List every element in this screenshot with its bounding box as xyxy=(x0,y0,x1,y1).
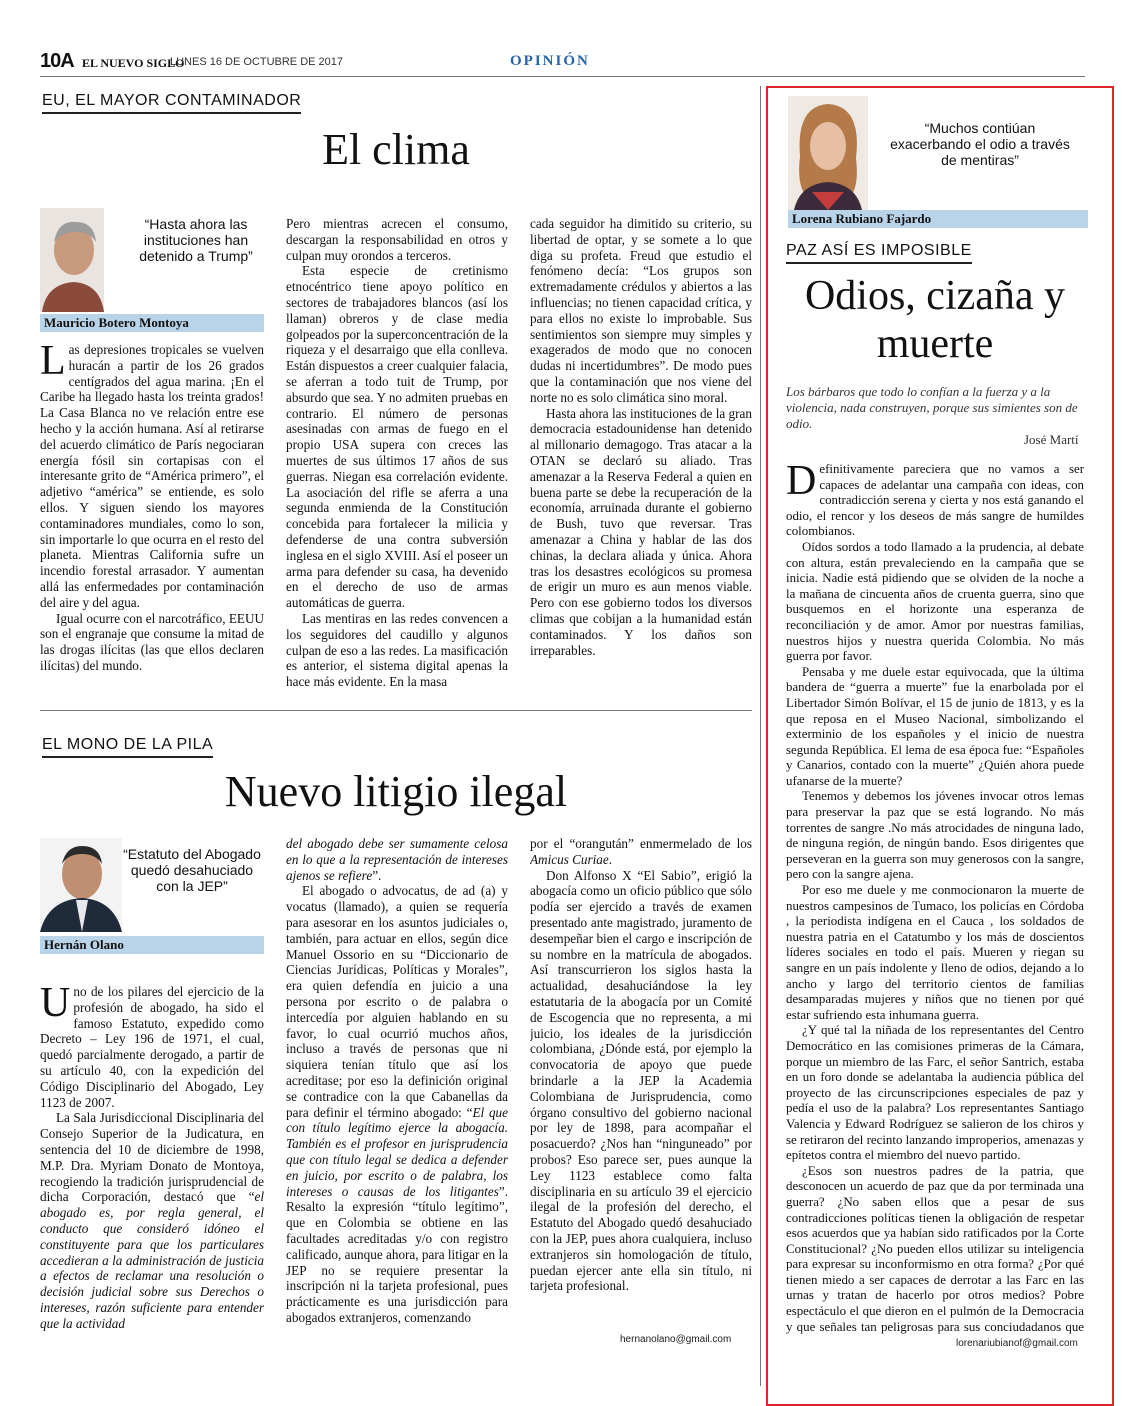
section-title: OPINIÓN xyxy=(510,53,590,69)
author-email-rubiano: lorenariubianof@gmail.com xyxy=(956,1338,1078,1349)
litigio-column-3: por el “orangután” enmermelado de los Amicus Curiae. Don Alfonso X “El Sabio”, erigió la abogacía como un oficio público que sólo podía ser ejercido a través de examen presentado ante magistrado, juramento de desempeñar bien el cargo e inscripción de su nombre en la matrícula de abogados. Así transcurrieron los siglos hasta la actualidad, desahuciándose la ley estatutaria de la abogacía por un Comité de Escogencia que no representa, a mi juicio, los ideales de la jurisdicción colombiana, ¿Dónde está, por ejemplo la convocatoria de apoyo que puede brindarle a la JEP la Academia Colombiana de Jurisprudencia, como órgano consultivo del gobierno nacional por ley de 1898, para acompañar el posacuerdo? ¿Nos han “ninguneado” por probos? Eso parece ser, pues aunque la Ley 1123 establece como falta disciplinaria en su artículo 39 el ejercicio ilegal de la profesión del derecho, el Estatuto del Abogado quedó desahuciado con la JEP, pues ahora cualquiera, incluso extranjeros sin homologación de título, puedan ejercer ante ella sin título, ni tarjeta profesional. xyxy=(530,836,752,1294)
clima-column-1: Las depresiones tropicales se vuelven huracán a partir de los 26 grados centígrados del agua marina. ¡En el Caribe ha llegado hasta los treinta grados! La Casa Blanca no ve relación entre ese hecho y la acción humana. Así al retirarse del acuerdo climático de París negociaran energía fósil sin cortapisas con el interesante grito de “América primero”, el adjetivo “américa” se entiende, es solo ellos. Y siguen siendo los mayores contaminadores mundiales, como lo son, sin importarle lo que ocurra en el resto del planeta. Mientras California sufre un incendio forestal arrasador. Y aumentan allá las enfermedades por contaminación del aire y del agua. Igual ocurre con el narcotráfico, EEUU son el engranaje que consume la mitad de las drogas ilícitas (las que ellos declaren ilícitas) del mundo. xyxy=(40,342,264,673)
clima-column-3: cada seguidor ha dimitido su criterio, su libertad de optar, y se somete a lo que diga su profeta. Freud que estudio el fenómeno decía: “Los grupos son extremadamente crédulos y abiertos a las influencias; no tienen capacidad crítica, y para ellos no existe lo improbable. Sus sentimientos son siempre muy simples y exagerados de modo que no conocen dudas ni incertidumbres”. De modo pues que la contaminación que nos viene del norte no es solo climática sino moral. Hasta ahora las instituciones de la gran democracia estadounidense han detenido al millonario demagogo. Tras atacar a la OTAN se declaró su aliado. Tras amenazar a la Reserva Federal a quien en buena parte se debe la recuperación de la economía, arruinada durante el gobierno de Bush, tuvo que reversar. Tras amenazar a China y hablar de las dos chinas, la declara aliada y única. Ahora tras los desastres ecológicos su promesa de erigir un muro es aun menos viable. Pero con ese gobierno todos los diversos climas que cobijan a la humanidad están contaminados. Y los daños son irreparables. xyxy=(530,216,752,658)
litigio-kicker: EL MONO DE LA PILA xyxy=(42,736,213,758)
odios-epigraph-author: José Martí xyxy=(1024,432,1079,447)
page-number: 10A xyxy=(40,50,74,72)
clima-column-2: Pero mientras acrecen el consumo, descargan la responsabilidad en otros y culpan muy orondos a terceros. Esta especie de cretinismo etnocéntrico tiene apoyo político en sectores de trabajadores blancos (así los llaman) obreros y de clase media golpeados por la superconcentración de la riqueza y el desarraigo que ella conlleva. Están dispuestos a creer cualquier falacia, se aferran a todo tuit de Trump, por absurdo que sea. Y no admiten pruebas en contrario. El número de personas asesinadas con armas de fuego en el propio USA supera con creces las muertes de sus últimos 17 años de sus guerras. Niegan esa correlación evidente. La asociación del rifle se aferra a una segunda enmienda de la Constitución concebida para fortalecer la milicia y defenderse de una contra subversión inglesa en el siglo XVIII. Así el poseer un arma para defender su casa, ha devenido en el derecho de uso de armas automáticas de guerra. Las mentiras en las redes convencen a los seguidores del caudillo y algunos culpan de eso a las redes. La masificación es anterior, el sistema digital apenas la hace más evidente. En la masa xyxy=(286,216,508,690)
author-email-olano: hernanolano@gmail.com xyxy=(620,1334,732,1345)
clima-byline: Mauricio Botero Montoya xyxy=(40,314,264,332)
odios-epigraph: Los bárbaros que todo lo confían a la fuerza y a la violencia, nada construyen, porque sus simientes son de odio. xyxy=(786,384,1078,431)
odios-body: Definitivamente pareciera que no vamos a ser capaces de adelantar una campaña con ideas, con contradicción serena y cierta y nos está ganando el odio, el rencor y los deseos de más sangre de humildes colombianos. Oídos sordos a todo llamado a la prudencia, al debate con altura, están prevaleciendo en la campaña que se inicia. Nadie está pidiendo que se olviden de la noche a la mañana de cincuenta años de cruenta guerra, sino que busquemos en el horizonte una esperanza de reconciliación y de amor. Amor por nuestras familias, nuestros hijos y nuestra querida Colombia. No más guerra por favor. Pensaba y me duele estar equivocada, que la última bandera de “guerra a muerte” fue la enarbolada por el Libertador Simón Bolívar, el 15 de junio de 1813, y es la que reposa en el Museo Nacional, simbolizando el exterminio de los españoles y el inicio de nuestra segunda República. El lema de esa época fue: “Españoles y Canarios, contado con la muerte” ¿Quién ahora puede ufanarse de la muerte? Tenemos y debemos los jóvenes invocar otros lemas para preservar la paz que se está logrando. No más torrentes de sangre .No más atrocidades de ninguna lado, de ninguna región, de ningún bando. Esos dirigentes que perseveran en la guerra son muy generosos con la sangre, pero con la sangre ajena. Por eso me duele y me conmocionaron la muerte de nuestros campesinos de Tumaco, los policías en Córdoba , la periodista indígena en el Cauca , los soldados de nuestra patria en el Catatumbo y los más de doscientos líderes sociales en todo el país. Mueren y riegan su sangre en un país indolente y lleno de odios, dejando a lo ancho y largo del territorio cientos de familias desamparadas mujeres y niños que no tienen por qué estar sufriendo esta inhumana guerra. ¿Y qué tal la niñada de los representantes del Centro Democrático en las comisiones primeras de la Cámara, porque un miembro de las Farc, el señor Santrich, estaba en un foro donde se adelantaba la audiencia pública del proyecto de las circunscripciones especiales de paz y pedía el uso de la palabra? Los representantes Santiago Valencia y Edward Rodríguez se salieron de los chiros y se retiraron del recinto lanzando improperios, amenazas y epítetos contra el miembro del nuevo partido. ¿Esos son nuestros padres de la patria, que desconocen un acuerdo de paz que da por terminada una guerra? ¿No saben ellos que a pesar de sus contradicciones políticas tienen la obligación de respetar esos acuerdos que ya habían sido ratificados por la Corte Constitucional? ¿No pueden ellos utilizar su inteligencia para expresar su inconformismo en otra forma? ¿Por qué tienen miedo a ser capaces de derrotar a las Farc en las urnas y tratan de hacerlo por otros medios? Pobre espectáculo el que dieron en el pulmón de la Democracia y que señales tan peligrosas para sus conciudadanos que xyxy=(786,462,1084,1334)
litigio-byline: Hernán Olano xyxy=(40,936,264,954)
odios-headline: Odios, cizaña y muerte xyxy=(804,273,1066,367)
litigio-pull-quote: “Estatuto del Abogado quedó desahuciado con la JEP” xyxy=(123,846,261,894)
litigio-headline: Nuevo litigio ilegal xyxy=(224,767,568,816)
odios-byline: Lorena Rubiano Fajardo xyxy=(788,210,1088,228)
odios-dropcap: D xyxy=(786,462,817,504)
clima-headline: El clima xyxy=(322,125,470,174)
clima-kicker: EU, EL MAYOR CONTAMINADOR xyxy=(42,92,301,114)
odios-pull-quote: “Muchos contiúan exacerbando el odio a través de mentiras” xyxy=(890,120,1070,168)
litigio-dropcap: U xyxy=(40,984,71,1026)
newspaper-name: EL NUEVO SIGLO xyxy=(82,56,185,70)
clima-dropcap: L xyxy=(40,342,66,384)
clima-pull-quote: “Hasta ahora las instituciones han detenido a Trump” xyxy=(139,216,253,264)
litigio-column-2: del abogado debe ser sumamente celosa en lo que a la representación de intereses ajenos se refiere”. El abogado o advocatus, de ad (a) y vocatus (llamado), a quien se requería para asesorar en los asuntos judiciales o, también, para actuar en ellos, según dice Manuel Ossorio en su “Diccionario de Ciencias Jurídicas, Políticas y Morales”, era quien defendía en juicio a una persona por escrito o de palabra o intercedía por alguien hablando en su favor, lo cual ocurrió muchos años, incluso a través de personas que ni siquiera tenían título que así los acreditase; por eso la definición original se contradice con la que Cabanellas da para definir el término abogado: “El que con título legítimo ejerce la abogacía. También es el profesor en jurisprudencia que con título legal se dedica a defender en juicio, por escrito o de palabra, los intereses o causas de los litigantes”. Resalto la expresión “título legítimo”, que en Colombia se obtiene en las facultades acreditadas y/o con registro calificado, aunque ahora, para litigar en la JEP no se requiere presentar la inscripción ni la tarjeta profesional, pues prácticamente es una jurisdicción para abogados extranjeros, comenzando xyxy=(286,836,508,1325)
page-header xyxy=(40,50,1085,77)
author-photo-botero xyxy=(40,208,104,312)
odios-kicker: PAZ ASÍ ES IMPOSIBLE xyxy=(786,242,972,264)
litigio-column-1: Uno de los pilares del ejercicio de la profesión de abogado, ha sido el famoso Estatuto, expedido como Decreto – Ley 196 de 1971, el cual, quedó parcialmente derogado, a partir de su artículo 40, con la expedición del Código Disciplinario del Abogado, Ley 1123 de 2007. La Sala Jurisdiccional Disciplinaria del Consejo Superior de la Judicatura, en sentencia del 10 de diciembre de 1998, M.P. Dra. Myriam Donato de Montoya, recogiendo la tradición jurisprudencial de dicha Corporación, destacó que “el abogado es, por regla general, el conducto que consideró idóneo el constituyente para que los particulares accedieran a la administración de justicia a efectos de reclamar una resolución o decisión judicial sobre sus Derechos o intereses, razón suficiente para entender que la actividad xyxy=(40,984,264,1331)
author-photo-rubiano xyxy=(788,96,868,210)
article-divider xyxy=(40,710,752,711)
author-photo-olano xyxy=(40,838,122,932)
issue-date: LUNES 16 DE OCTUBRE DE 2017 xyxy=(170,56,344,68)
column-divider xyxy=(760,86,761,1386)
